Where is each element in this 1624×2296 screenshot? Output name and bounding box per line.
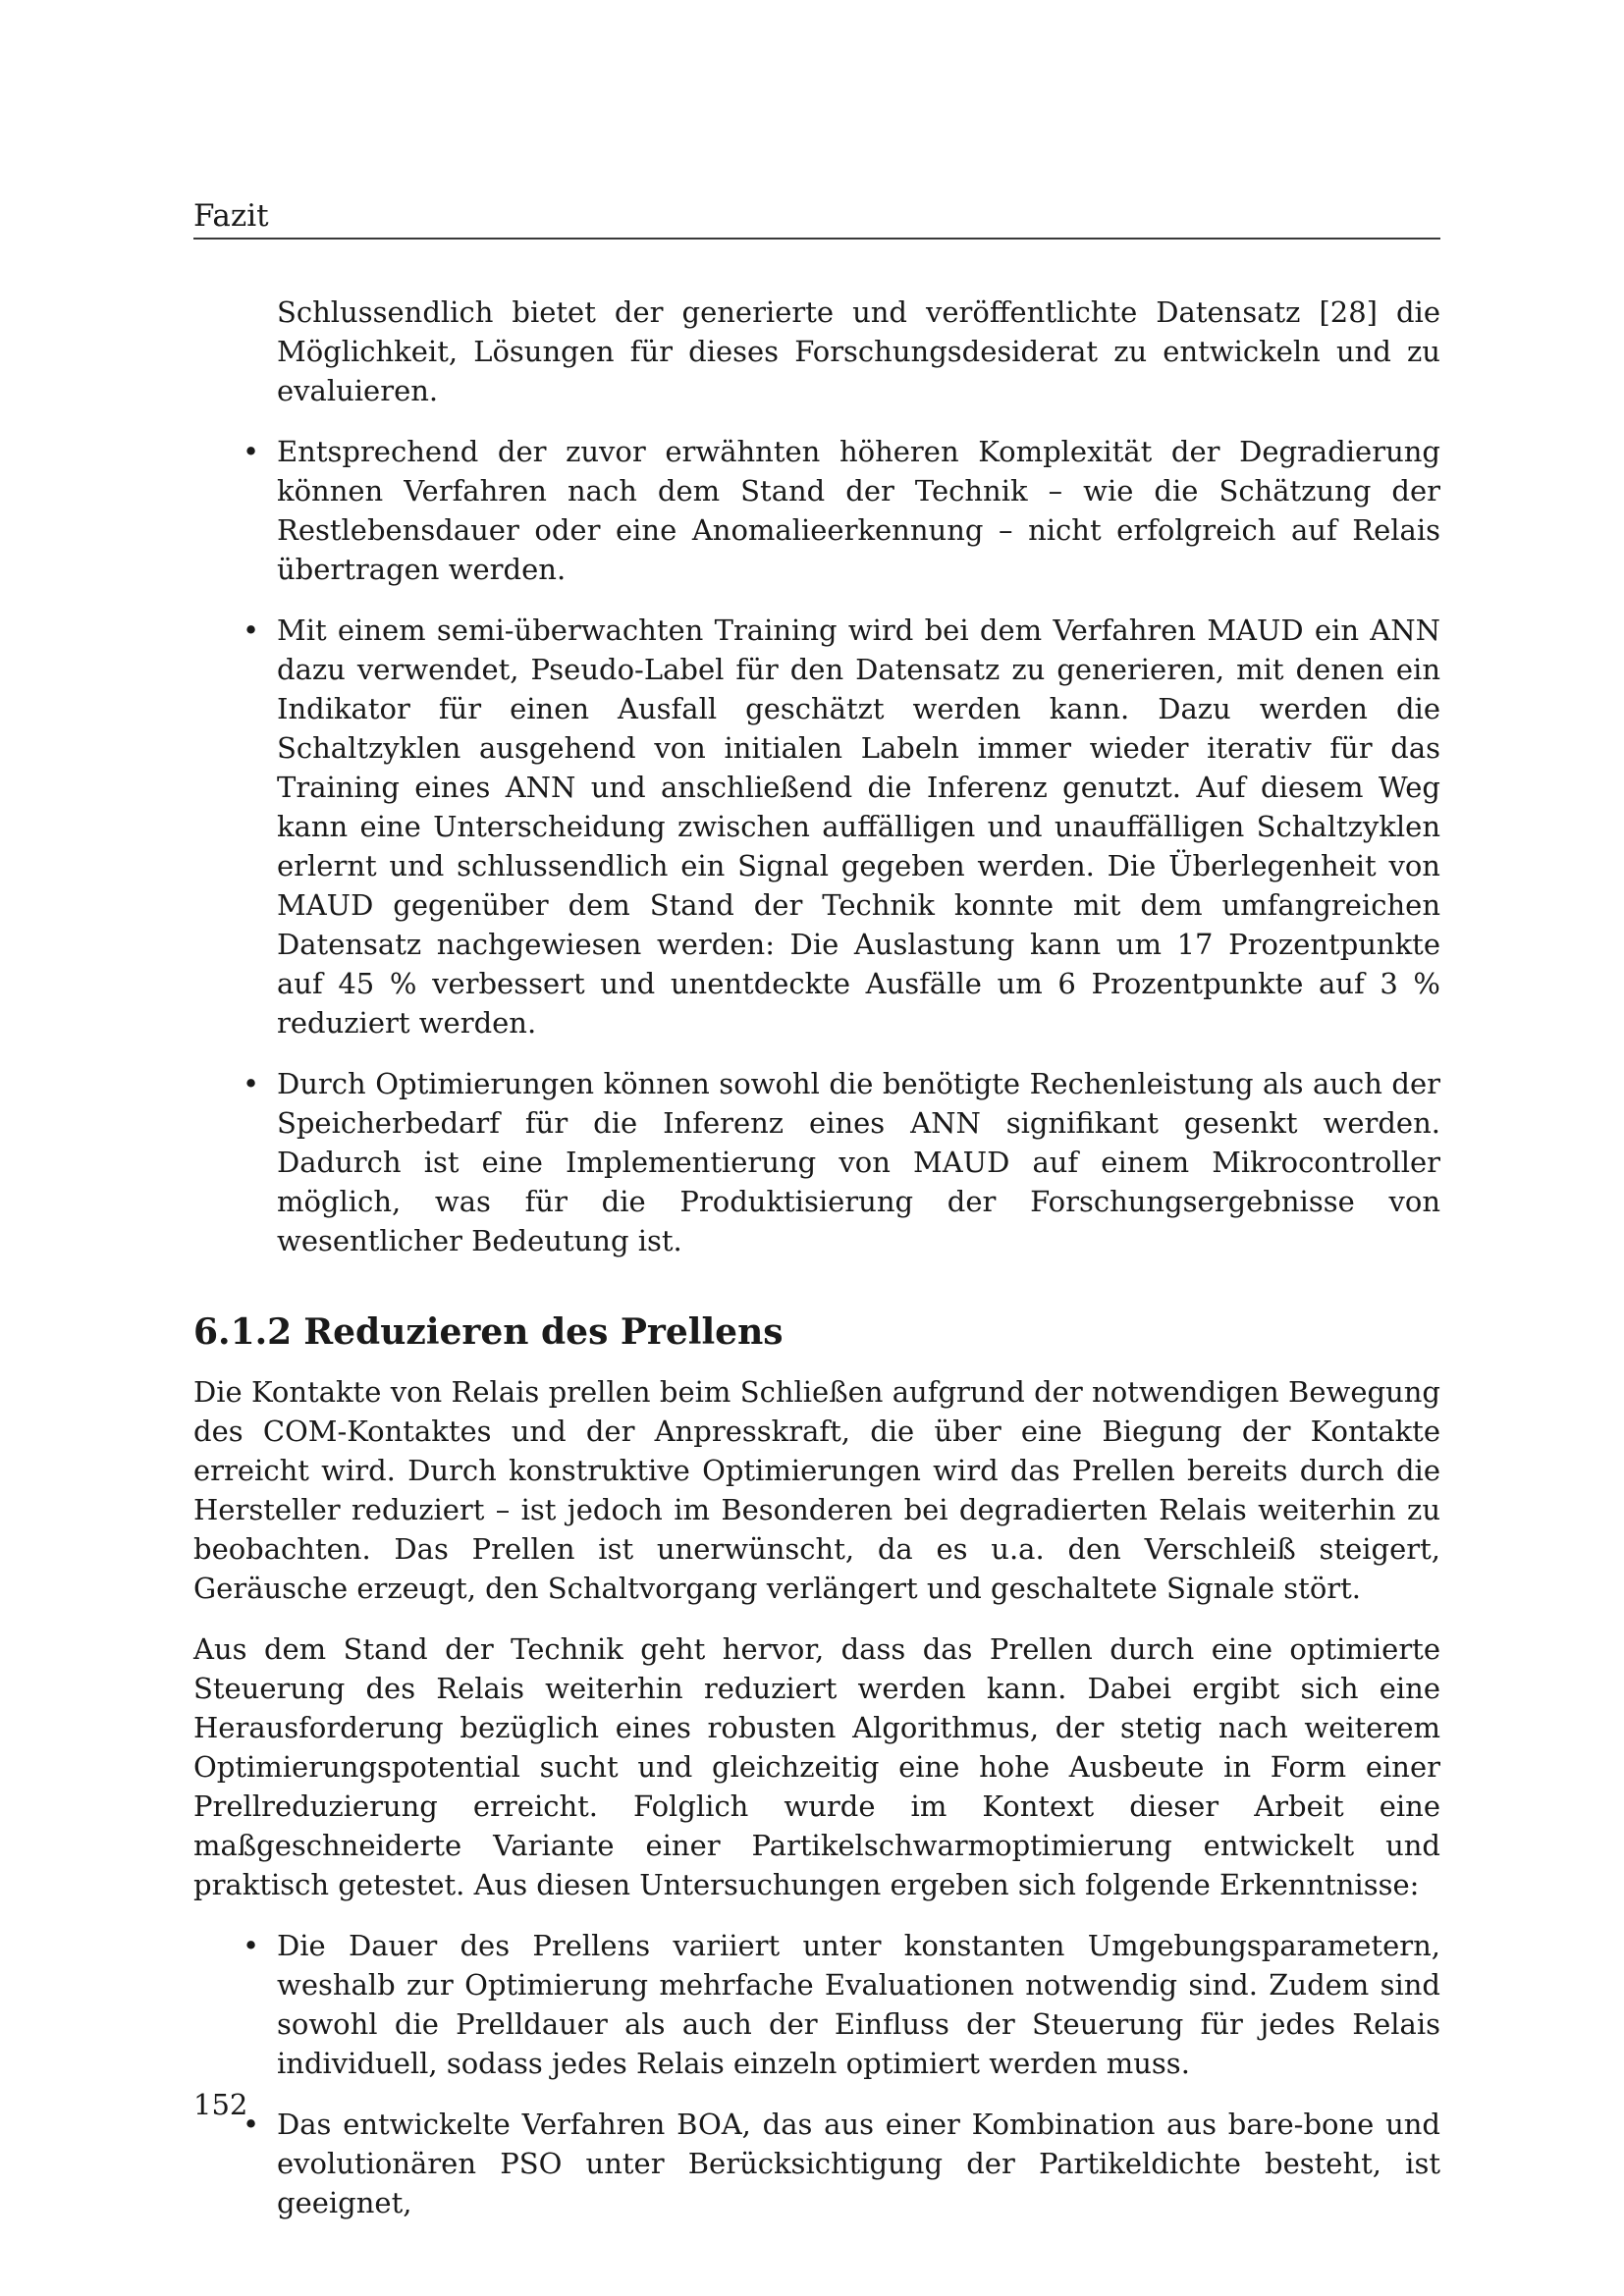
bullet-list-top [193, 432, 1440, 1260]
list-item [193, 1064, 1440, 1260]
list-item [193, 1926, 1440, 2083]
list-item [193, 2105, 1440, 2222]
list-item [193, 611, 1440, 1042]
body-paragraph: Die Kontakte von Relais prellen beim Schließen aufgrund der notwendigen Bewegung des COM-Kontaktes und der Anpresskraft, die über eine Biegung der Kontakte erreicht wird. Durch konstruktive Optimierungen wird das Prellen bereits durch die Hersteller reduziert – ist jedoch im Besonderen bei degradierten Relais weiterhin zu beobachten. Das Prellen ist unerwünscht, da es u.a. den Verschleiß steigert, Geräusche erzeugt, den Schaltvorgang verlängert und geschaltete Signale stört. [193, 1375, 1440, 1605]
page-content [193, 293, 1440, 2244]
bullet-icon: • [243, 1067, 260, 1100]
list-item-text: Mit einem semi-überwachten Training wird bei dem Verfahren MAUD ein ANN dazu verwendet, Pseudo-Label für den Datensatz zu generieren, mit denen ein Indikator für einen Ausfall geschätzt werden kann. Dazu werden die Schaltzyklen ausgehend von initialen Labeln immer wieder iterativ für das Training eines ANN und anschließend die Inferenz genutzt. Auf diesem Weg kann eine Unterscheidung zwischen auffälligen und unauffälligen Schaltzyklen erlernt und schlussendlich ein Signal gegeben werden. Die Überlegenheit von MAUD gegenüber dem Stand der Technik konnte mit dem umfangreichen Datensatz nachgewiesen werden: Die Auslastung kann um 17 Prozentpunkte auf 45 % verbessert und unentdeckte Ausfälle um 6 Prozentpunkte auf 3 % reduziert werden. [277, 614, 1440, 1040]
list-item-text: Das entwickelte Verfahren BOA, das aus einer Kombination aus bare-bone und evolutionären PSO unter Berücksichtigung der Partikeldichte besteht, ist geeignet, [277, 2108, 1440, 2219]
body-paragraph: Aus dem Stand der Technik geht hervor, dass das Prellen durch eine optimierte Steuerung des Relais weiterhin reduziert werden kann. Dabei ergibt sich eine Herausforderung bezüglich eines robusten Algorithmus, der stetig nach weiterem Optimierungspotential sucht und gleichzeitig eine hohe Ausbeute in Form einer Prellreduzierung erreicht. Folglich wurde im Kontext dieser Arbeit eine maßgeschneiderte Variante einer Partikelschwarmoptimierung entwickelt und praktisch getestet. Aus diesen Untersuchungen ergeben sich folgende Erkenntnisse: [193, 1632, 1440, 1901]
list-item [193, 432, 1440, 589]
section-title: Reduzieren des Prellens [303, 1311, 784, 1353]
list-item-text: Die Dauer des Prellens variiert unter konstanten Umgebungsparametern, weshalb zur Optimierung mehrfache Evaluationen notwendig sind. Zudem sind sowohl die Prelldauer als auch der Einfluss der Steuerung für jedes Relais individuell, sodass jedes Relais einzeln optimiert werden muss. [277, 1929, 1440, 2080]
running-header: Fazit [193, 196, 1440, 240]
bullet-icon: • [243, 1929, 260, 1962]
bullet-icon: • [243, 614, 260, 647]
bullet-icon: • [243, 2108, 260, 2141]
continued-bullet-paragraph: Schlussendlich bietet der generierte und veröffentlichte Datensatz [28] die Möglichkeit, Lösungen für dieses Forschungsdesiderat zu entwickeln und zu evaluieren. [277, 295, 1440, 407]
section-heading [193, 1309, 1440, 1355]
bullet-list-bottom [193, 1926, 1440, 2222]
bullet-icon: • [243, 435, 260, 468]
list-item-text: Durch Optimierungen können sowohl die benötigte Rechenleistung als auch der Speicherbedarf für die Inferenz eines ANN signifikant gesenkt werden. Dadurch ist eine Implementierung von MAUD auf einem Mikrocontroller möglich, was für die Produktisierung der Forschungsergebnisse von wesentlicher Bedeutung ist. [277, 1067, 1440, 1257]
page-number: 152 [193, 2088, 248, 2121]
section-number: 6.1.2 [193, 1311, 293, 1353]
list-item-text: Entsprechend der zuvor erwähnten höheren Komplexität der Degradierung können Verfahren nach dem Stand der Technik – wie die Schätzung der Restlebensdauer oder eine Anomalieerkennung – nicht erfolgreich auf Relais übertragen werden. [277, 435, 1440, 586]
document-page [193, 0, 1440, 2296]
